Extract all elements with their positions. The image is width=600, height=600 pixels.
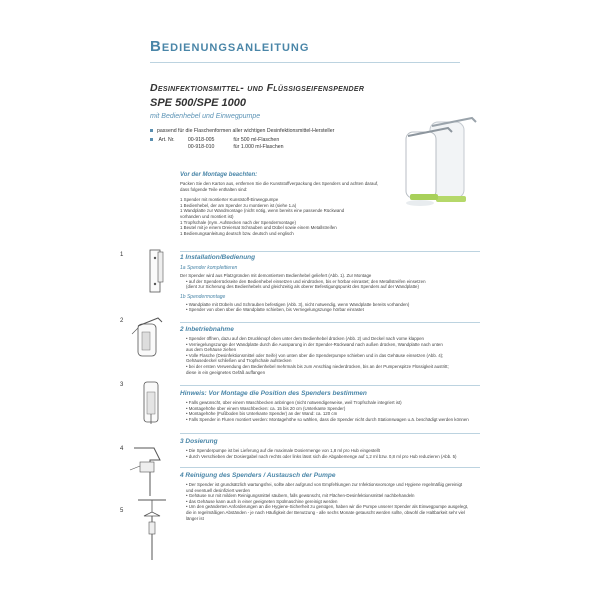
section-installation: 1 Installation/Bedienung 1a Spender komplettieren Der Spender wird aus Platzgründen mit demontiertem Bedienhebel geliefert (Abb. 1). Zur Montage • auf der Spenderrückseite den Bedienhebel einsetzen und eindrücken, bis er hörbar einrastet; den Metallstreifen einsetzen (dient zur Sicherung des Bedienhebels und gleichzeitig als oberer Befestigungspunkt des Spenders auf der Wandplatte) 1b Spendermontage • Wandplatte mit Dübeln und Schrauben befestigen (Abb. 3), nicht notwendig, wenn Wandplatte bereits vorhanden) • Spender von oben über die Wandplatte schieben, bis Verriegelungszunge hörbar einrastet xyxy=(180,254,426,313)
article-row xyxy=(150,137,284,144)
step-number: 5 xyxy=(120,508,124,514)
before-mounting-heading: Vor der Montage beachten: xyxy=(180,172,258,178)
before-mounting-section xyxy=(180,172,378,236)
section-commissioning: 2 Inbetriebnahme • Spender öffnen, dazu auf den Druckknopf oben unter dem Bedienhebel drücken (Abb. 2) und Deckel nach vorne klappen • Verriegelungszunge der Wandplatte durch die Aussparung in der Spender-Rückwand nach außen drücken, Wandplatte nach unten aus dem Gehäuse ziehen • Volle Flasche (Desinfektionsmittel oder Seife) von unten über die Spenderpumpe schieben und in das Gehäuse einsetzen (Abb. 4); Gehäusedeckel schließen und Tropfschale aufstecken • bei der ersten Verwendung den Bedienhebel mehrmals bis zum Anschlag niederdrücken, bis an der Pumpenspitze Flüssigkeit austritt; diese in ein geeignetes Gefäß auffangen xyxy=(180,326,449,375)
product-subtitle: mit Bedienhebel und Einwegpumpe xyxy=(150,113,261,120)
article-desc: für 1.000 ml-Flaschen xyxy=(233,144,284,150)
article-row xyxy=(150,144,284,151)
subsection-heading: 1b Spendermontage xyxy=(180,293,226,300)
before-mounting-intro: Packen Sie den Karton aus, entfernen Sie die Kunststoffverpackung des Spenders und achten darauf, dass folgende Teile enthalten sind: xyxy=(180,181,379,192)
section-heading: 1 Installation/Bedienung xyxy=(180,254,256,261)
title-divider xyxy=(150,62,460,63)
section-heading: 3 Dosierung xyxy=(180,438,218,445)
article-desc: für 500 ml-Flaschen xyxy=(233,137,280,143)
product-bullet: passend für die Flaschenformen aller wichtigen Desinfektionsmittel-Hersteller xyxy=(150,128,334,135)
section-divider xyxy=(180,467,480,468)
parts-list xyxy=(180,197,378,236)
list-item: 1 Wandplatte zur Wandmontage (nicht nötig, wenn bereits eine passende Rückwand xyxy=(180,208,345,214)
step-number: 2 xyxy=(120,318,124,324)
section-heading: Hinweis: Vor Montage die Position des Spenders bestimmen xyxy=(180,390,367,397)
bullet-square-icon xyxy=(150,138,153,141)
article-number: 00-918-005 xyxy=(187,137,215,143)
article-label: Art. Nr. xyxy=(158,137,175,143)
list-item: 1 Bedienhebel, der am Spender zu montieren ist (siehe 1.a) xyxy=(180,202,297,208)
section-cleaning: 4 Reinigung des Spenders / Austausch der Pumpe • Der Spender ist grundsätzlich wartungsfrei, sollte aber aufgrund von Empfehlungen zur Infektionsvorsorge und Hygiene regelmäßig gereinigt und eventuell desinfiziert werden • Gehäuse nur mit mildem Reinigungsmittel säubern, falls gewünscht, mit Flächen-Desinfektionsmittel nachbehandeln • das Gehäuse kann auch in einer geeigneten Spülmaschine gereinigt werden • Um den geänderten Anforderungen an die Hygiene-Sicherheit zu genügen, haben wir die Pumpe unserer Spender als Einwegpumpe ausgelegt, die in regelmäßigen Abständen - je nach Häufigkeit der Benutzung - alle sechs Monate getauscht werden sollte, obwohl die Haltbarkeit sehr viel länger ist xyxy=(180,472,469,521)
section-dosing: 3 Dosierung • Die Spenderpumpe ist bei Lieferung auf die maximale Dosiermenge von 1,8 ml pro Hub eingestellt • durch Verschieben der Dosiergabel nach rechts oder links lässt sich die Abgabemenge auf 1,2 ml bzw. 0,8 ml pro Hub reduzieren (Abb. 5) xyxy=(180,438,457,459)
article-numbers xyxy=(150,137,284,151)
step-number: 1 xyxy=(120,252,124,258)
list-item: 1 Bedienungsanleitung deutsch bzw. deutsch und englisch xyxy=(180,230,294,236)
subsection-heading: 1a Spender komplettieren xyxy=(180,265,238,271)
list-item: 1 Spender mit montierter Kunststoff-Einwegpumpe xyxy=(180,197,279,203)
wall-plate-illustration xyxy=(146,248,168,296)
list-item: vorhanden und montiert ist) xyxy=(180,213,234,219)
bullet-square-icon xyxy=(150,129,153,132)
list-item: 1 Beutel mit je einem Dreiersat Schrauben und Dübel sowie einem Metallstreifen xyxy=(180,225,337,231)
pump-dosing-illustration xyxy=(126,440,172,498)
bottle-insert-illustration xyxy=(138,378,166,428)
list-item: 1 Tropfschale (nym. Aufstecken nach der Spendermontage) xyxy=(180,219,296,225)
product-name: Desinfektionsmittel- und Flüssigseifenspender xyxy=(150,82,365,94)
section-divider xyxy=(180,385,480,386)
section-divider xyxy=(180,322,480,323)
dispenser-product-image xyxy=(392,108,482,228)
step-number: 4 xyxy=(120,446,124,452)
step-number: 3 xyxy=(120,382,124,388)
section-divider xyxy=(180,251,480,252)
section-heading: 2 Inbetriebnahme xyxy=(180,326,234,333)
section-divider xyxy=(180,433,480,434)
product-models: SPE 500/SPE 1000 xyxy=(150,97,247,109)
section-heading: 4 Reinigung des Spenders / Austausch der Pumpe xyxy=(180,472,336,479)
pump-replacement-illustration xyxy=(132,494,172,564)
dispenser-open-illustration xyxy=(128,314,166,360)
article-number: 00-918-010 xyxy=(187,144,215,150)
section-position-hint: Hinweis: Vor Montage die Position des Spenders bestimmen • Falls gewünscht, über einem Waschbecken anbringen (nicht notwendigerweise, weil Tropfschale integriert ist) • Montagehöhe über einem Waschbecken: ca. 15 bis 20 cm (Unterkante Spender) • Montagehöhe (Fußboden bis Unterkante Spender) an der Wand: ca. 120 cm • Falls Spender in Fluren montiert werden: Montagehöhe so wählen, dass die Spender nicht durch Stationswagen u.ä. beschädigt werden können xyxy=(180,390,469,422)
page-title: Bedienungsanleitung xyxy=(150,38,310,55)
